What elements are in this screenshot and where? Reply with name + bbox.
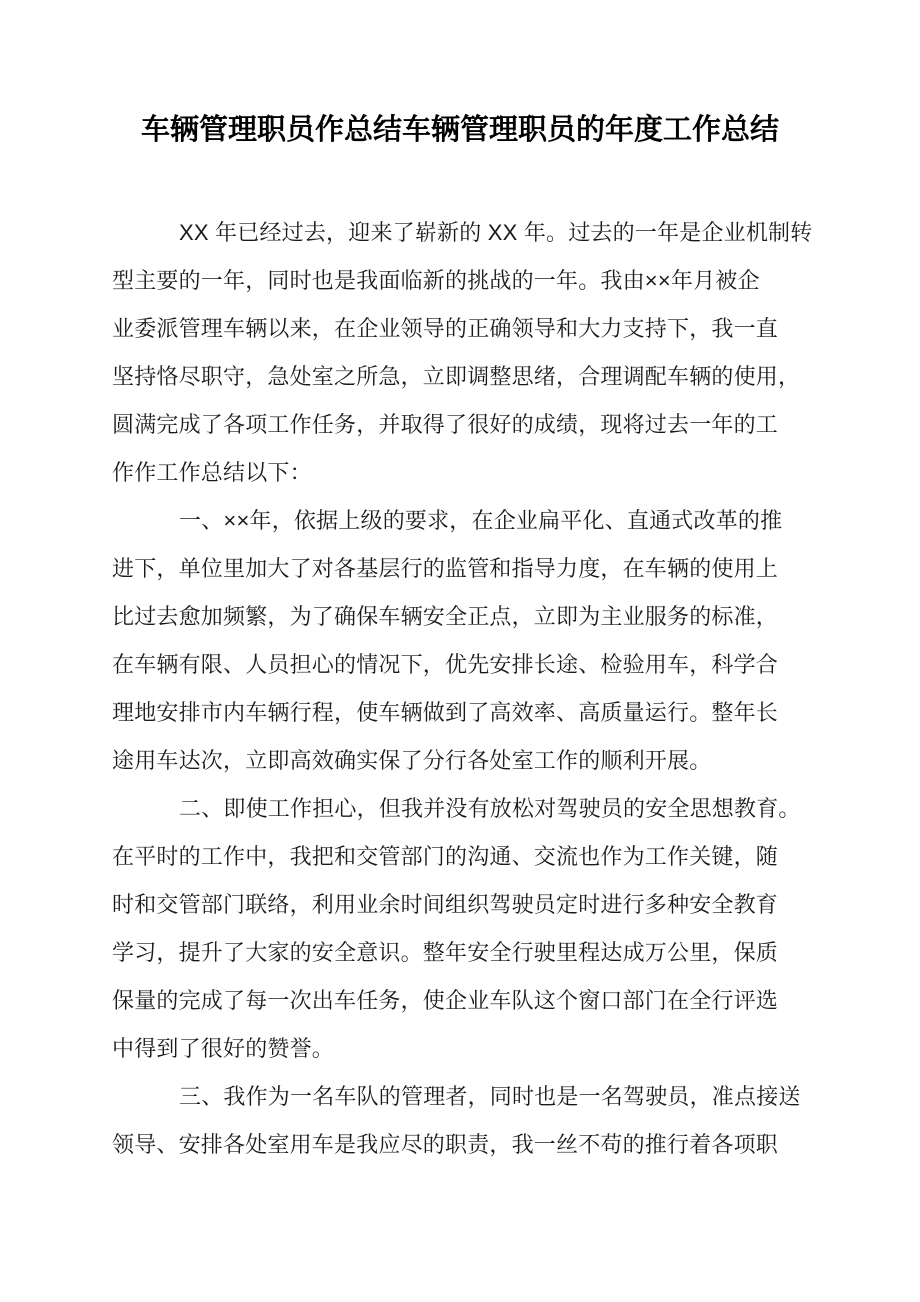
paragraph-line: 二、即使工作担心，但我并没有放松对驾驶员的安全思想教育。 xyxy=(179,796,801,821)
document-title: 车辆管理职员作总结车辆管理职员的年度工作总结 xyxy=(140,114,779,146)
paragraph-line: 坚持恪尽职守，急处室之所急，立即调整思绪，合理调配车辆的使用， xyxy=(112,364,801,389)
paragraph-1 xyxy=(112,209,813,497)
paragraph-line: 保量的完成了每一次出车任务，使企业车队这个窗口部门在全行评选 xyxy=(112,988,779,1013)
paragraph-line: 业委派管理车辆以来，在企业领导的正确领导和大力支持下，我一直 xyxy=(112,316,779,341)
paragraph-line: 进下，单位里加大了对各基层行的监管和指导力度，在车辆的使用上 xyxy=(112,556,779,581)
paragraph-line: 时和交管部门联络，利用业余时间组织驾驶员定时进行多种安全教育 xyxy=(112,892,779,917)
paragraph-line: 领导、安排各处室用车是我应尽的职责，我一丝不苟的推行着各项职 xyxy=(112,1132,779,1157)
paragraph-line: 圆满完成了各项工作任务，并取得了很好的成绩，现将过去一年的工 xyxy=(112,412,779,437)
paragraph-line: 途用车达次，立即高效确实保了分行各处室工作的顺利开展。 xyxy=(112,748,712,773)
paragraph-line: XX 年已经过去，迎来了崭新的 XX 年。过去的一年是企业机制转 xyxy=(179,220,813,245)
paragraph-line: 作作工作总结以下： xyxy=(112,460,312,485)
paragraph-3 xyxy=(112,785,801,1073)
document-body xyxy=(0,209,920,1169)
paragraph-line: 中得到了很好的赞誉。 xyxy=(112,1036,335,1061)
paragraph-line: 一、××年，依据上级的要求，在企业扁平化、直通式改革的推 xyxy=(179,508,783,533)
paragraph-line: 在平时的工作中，我把和交管部门的沟通、交流也作为工作关键，随 xyxy=(112,844,779,869)
paragraph-line: 比过去愈加频繁，为了确保车辆安全正点，立即为主业服务的标准， xyxy=(112,604,779,629)
paragraph-line: 理地安排市内车辆行程，使车辆做到了高效率、高质量运行。整年长 xyxy=(112,700,779,725)
paragraph-line: 三、我作为一名车队的管理者，同时也是一名驾驶员，准点接送 xyxy=(179,1084,801,1109)
paragraph-line: 学习，提升了大家的安全意识。整年安全行驶里程达成万公里，保质 xyxy=(112,940,779,965)
paragraph-4 xyxy=(112,1073,801,1169)
paragraph-line: 在车辆有限、人员担心的情况下，优先安排长途、检验用车，科学合 xyxy=(112,652,779,677)
paragraph-line: 型主要的一年，同时也是我面临新的挑战的一年。我由××年月被企 xyxy=(112,268,760,293)
paragraph-2 xyxy=(112,497,790,785)
